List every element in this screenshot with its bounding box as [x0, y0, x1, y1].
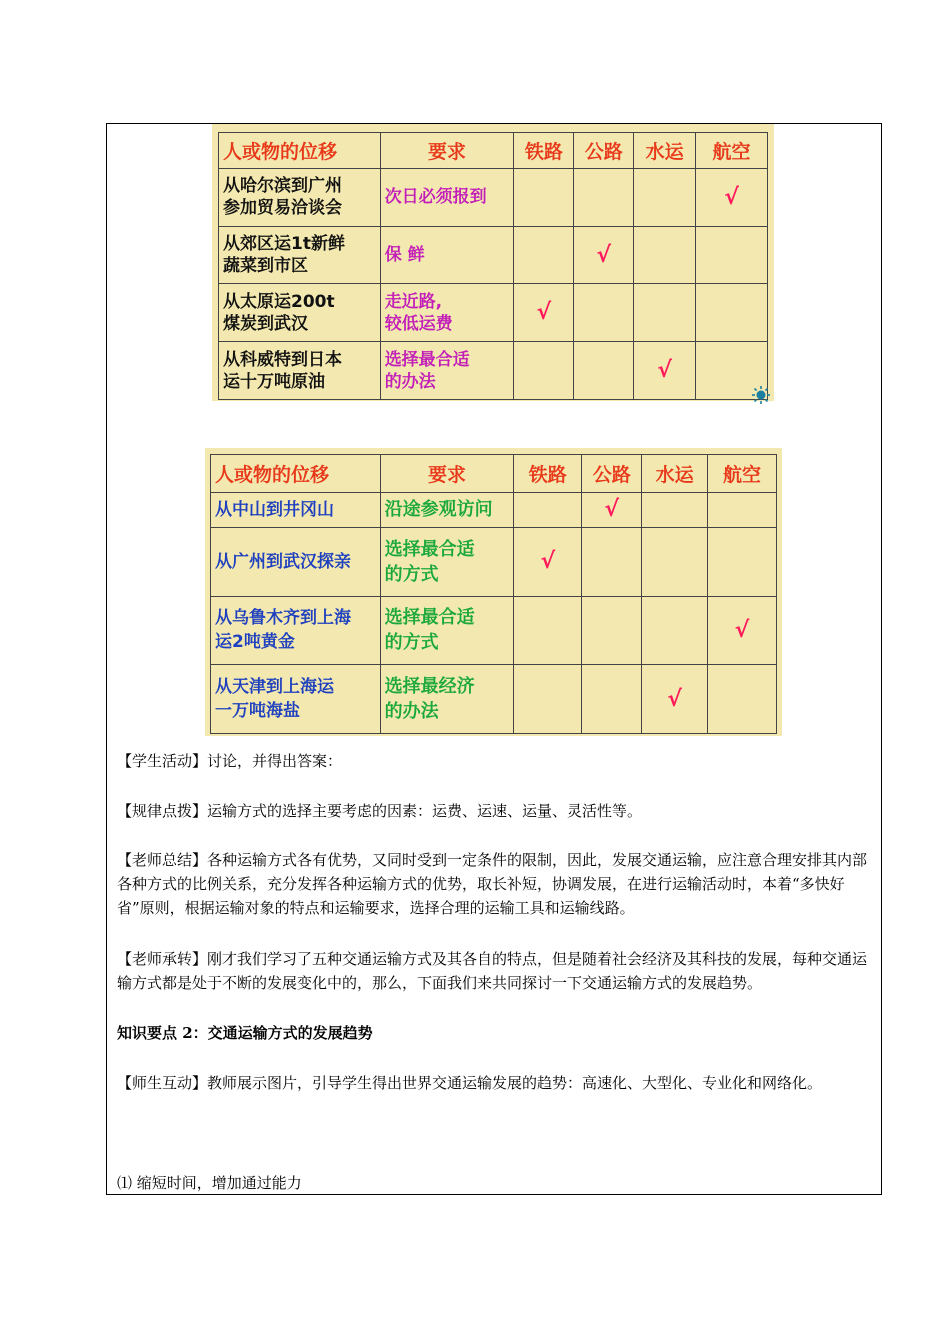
column-header: 铁路 — [514, 455, 582, 493]
check-mark-icon: √ — [536, 300, 552, 326]
requirement-cell — [380, 226, 514, 284]
trip-text: 从天津到上海运 — [215, 677, 334, 698]
mode-cell — [582, 492, 642, 527]
column-header: 公路 — [582, 455, 642, 493]
requirement-cell — [380, 527, 514, 596]
trip-cell — [211, 492, 381, 527]
trip-cell — [219, 168, 381, 226]
student-activity: 【学生活动】讨论，并得出答案： — [117, 752, 343, 770]
requirement-text: 选择最合适 — [384, 538, 475, 560]
requirement-text: 走近路, — [384, 291, 443, 312]
column-header: 人或物的位移 — [211, 455, 381, 493]
trip-text: 从广州到武汉探亲 — [215, 551, 351, 572]
transport-table-1 — [218, 132, 768, 400]
trip-text: 一万吨海盐 — [215, 701, 300, 722]
column-header: 人或物的位移 — [219, 133, 381, 169]
mode-cell — [642, 492, 708, 527]
requirement-text: 保 鲜 — [384, 245, 425, 266]
mode-cell — [514, 527, 582, 596]
check-mark-icon: √ — [734, 617, 750, 643]
table-header-row — [219, 133, 768, 169]
trip-text: 从中山到井冈山 — [215, 499, 334, 520]
trip-text: 从哈尔滨到广州 — [223, 176, 342, 197]
requirement-text: 选择最合适 — [384, 349, 470, 370]
requirement-text: 的方式 — [384, 563, 439, 585]
requirement-text: 的方式 — [384, 632, 439, 654]
trip-cell — [219, 226, 381, 284]
sub-point-1: ⑴ 缩短时间，增加通过能力 — [117, 1174, 302, 1192]
mode-cell — [708, 527, 777, 596]
mode-cell — [708, 665, 777, 734]
column-header: 水运 — [642, 455, 708, 493]
check-mark-icon: √ — [657, 358, 672, 384]
column-header: 水运 — [634, 133, 696, 169]
trip-cell — [219, 284, 381, 342]
mode-cell — [574, 226, 634, 284]
requirement-cell — [380, 284, 514, 342]
table-row — [211, 527, 777, 596]
mode-cell — [514, 226, 574, 284]
mode-cell — [582, 665, 642, 734]
requirement-text: 选择最经济 — [384, 676, 475, 698]
transport-table-image-2 — [205, 448, 782, 736]
table-row — [219, 284, 768, 342]
table-row — [219, 342, 768, 400]
rule-hint: 【规律点拨】运输方式的选择主要考虑的因素：运费、运速、运量、灵活性等。 — [117, 802, 643, 820]
trip-text: 从科威特到日本 — [223, 349, 342, 370]
trip-text: 运十万吨原油 — [223, 371, 325, 392]
teacher-transition: 【老师承转】刚才我们学习了五种交通运输方式及其各自的特点，但是随着社会经济及其科技的发展，每种交通运输方式都是处于不断的发展变化中的，那么，下面我们来共同探讨一下交通运输方式的发展趋势。 — [117, 950, 868, 992]
requirement-cell — [380, 168, 514, 226]
column-header: 铁路 — [514, 133, 574, 169]
column-header: 要求 — [380, 455, 514, 493]
check-mark-icon: √ — [604, 497, 620, 523]
mode-cell — [708, 596, 777, 665]
mode-cell — [642, 527, 708, 596]
table-header-row — [211, 455, 777, 493]
transport-table-image-1 — [212, 124, 774, 401]
trip-text: 运2吨黄金 — [215, 632, 295, 653]
mode-cell — [634, 226, 696, 284]
mode-cell — [514, 596, 582, 665]
mode-cell — [514, 665, 582, 734]
mode-cell — [642, 596, 708, 665]
trip-text: 从太原运200t — [223, 291, 335, 312]
requirement-cell — [380, 665, 514, 734]
mode-cell — [514, 492, 582, 527]
transport-table-2 — [210, 454, 777, 734]
requirement-text: 选择最合适 — [384, 607, 475, 629]
trip-text: 参加贸易洽谈会 — [223, 198, 342, 219]
requirement-cell — [380, 342, 514, 400]
requirement-text: 的办法 — [384, 701, 439, 723]
requirement-text: 沿途参观访问 — [384, 499, 493, 521]
mode-cell — [642, 665, 708, 734]
mode-cell — [514, 342, 574, 400]
check-mark-icon: √ — [667, 686, 682, 712]
trip-text: 蔬菜到市区 — [223, 256, 308, 277]
check-mark-icon: √ — [724, 184, 739, 210]
trip-cell — [219, 342, 381, 400]
mode-cell — [514, 284, 574, 342]
trip-text: 从郊区运1t新鲜 — [223, 234, 345, 255]
mode-cell — [582, 596, 642, 665]
requirement-text: 次日必须报到 — [384, 187, 487, 208]
mode-cell — [634, 342, 696, 400]
check-mark-icon: √ — [596, 242, 612, 268]
trip-cell — [211, 596, 381, 665]
column-header: 航空 — [696, 133, 768, 169]
column-header: 公路 — [574, 133, 634, 169]
table-row — [211, 665, 777, 734]
trip-cell — [211, 665, 381, 734]
requirement-cell — [380, 596, 514, 665]
requirement-cell — [380, 492, 514, 527]
sun-icon — [752, 386, 770, 404]
mode-cell — [696, 284, 768, 342]
trip-cell — [211, 527, 381, 596]
knowledge-point-2: 知识要点 2：交通运输方式的发展趋势 — [117, 1024, 373, 1042]
table-row — [219, 226, 768, 284]
mode-cell — [582, 527, 642, 596]
trip-text: 从乌鲁木齐到上海 — [215, 608, 351, 629]
mode-cell — [574, 284, 634, 342]
column-header: 要求 — [380, 133, 514, 169]
trip-text: 煤炭到武汉 — [223, 313, 308, 334]
check-mark-icon: √ — [540, 549, 556, 575]
requirement-text: 较低运费 — [384, 313, 453, 334]
table-row — [211, 596, 777, 665]
table-row — [211, 492, 777, 527]
mode-cell — [574, 342, 634, 400]
mode-cell — [514, 168, 574, 226]
teacher-summary: 【老师总结】各种运输方式各有优势，又同时受到一定条件的限制，因此，发展交通运输，应注意合理安排其内部各种方式的比例关系，充分发挥各种运输方式的优势，取长补短，协调发展，在进行运输活动时，本着“多快好省”原则，根据运输对象的特点和运输要求，选择合理的运输工具和运输线路。 — [117, 851, 868, 917]
mode-cell — [696, 226, 768, 284]
column-header: 航空 — [708, 455, 777, 493]
mode-cell — [574, 168, 634, 226]
mode-cell — [634, 284, 696, 342]
requirement-text: 的办法 — [384, 371, 436, 392]
mode-cell — [634, 168, 696, 226]
mode-cell — [708, 492, 777, 527]
mode-cell — [696, 168, 768, 226]
teacher-student-interaction: 【师生互动】教师展示图片，引导学生得出世界交通运输发展的趋势：高速化、大型化、专业化和网络化。 — [117, 1074, 823, 1092]
table-row — [219, 168, 768, 226]
